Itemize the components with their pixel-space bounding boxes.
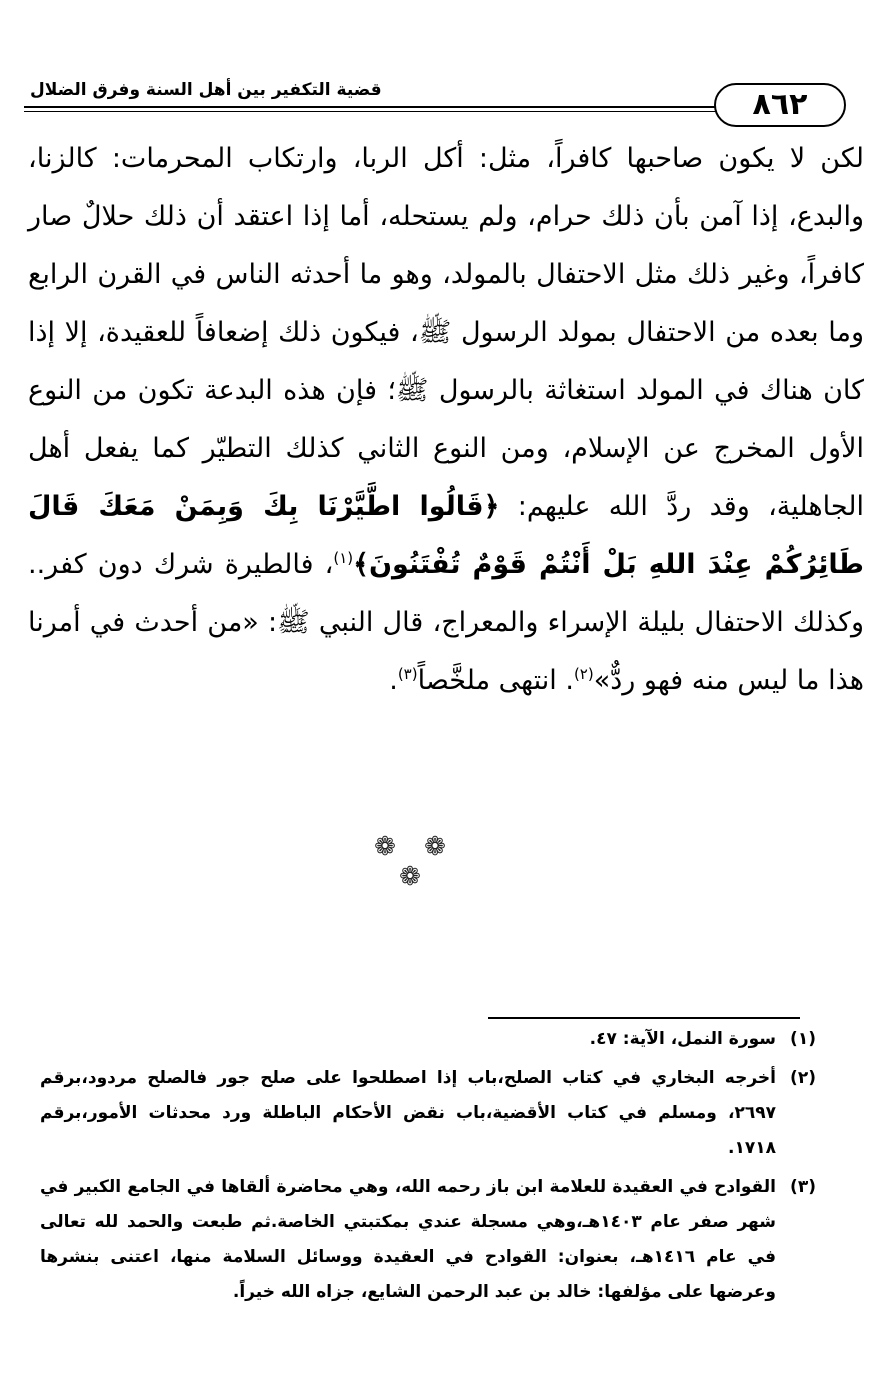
header-rule	[24, 106, 724, 108]
footnotes	[40, 1022, 816, 1314]
footnote-number: (٣)	[790, 1177, 816, 1197]
footnote-text: القوادح في العقيدة للعلامة ابن باز رحمه الله، وهي محاضرة ألقاها في الجامع الكبير في شهر صفر عام ١٤٠٣هـ،وهي مسجلة عندي بمكتبتي الخاصة.ثم طبعت والحمد لله تعالى في عام ١٤١٦هـ، بعنوان: القوادح في العقيدة ووسائل السلامة منها، اعتنى بنشرها وعرضها على مؤلفها: خالد بن عبد الرحمن الشايع، جزاه الله خيراً.	[40, 1177, 776, 1302]
section-ornament: ❁ ❁ ❁	[374, 832, 456, 892]
footnote-text: أخرجه البخاري في كتاب الصلح،باب إذا اصطلحوا على صلح جور فالصلح مردود،برقم ٢٦٩٧، ومسلم في كتاب الأقضية،باب نقض الأحكام الباطلة ورد محدثات الأمور،برقم ١٧١٨.	[40, 1068, 776, 1158]
paragraph-part-2: ، فالطيرة شرك دون كفر.. وكذلك الاحتفال بليلة الإسراء والمعراج، قال النبي ﷺ: «من أحدث في أمرنا هذا ما ليس منه فهو ردٌّ»	[28, 549, 864, 696]
paragraph-part-3: . انتهى ملخَّصاً	[417, 665, 574, 696]
running-title: قضية التكفير بين أهل السنة وفرق الضلال	[30, 80, 382, 100]
footnote-ref-3: (٣)	[397, 665, 418, 683]
page-number: ٨٦٢	[714, 83, 846, 127]
header-rule-thin	[24, 111, 724, 112]
page-header	[24, 66, 866, 134]
footnote-separator	[488, 1017, 800, 1019]
footnote-ref-1: (١)	[333, 549, 354, 567]
footnote-text: سورة النمل، الآية: ٤٧.	[589, 1029, 776, 1049]
main-text	[28, 130, 864, 710]
paragraph-end: .	[389, 665, 398, 696]
footnote-1	[40, 1022, 816, 1057]
footnote-number: (٢)	[790, 1068, 816, 1088]
main-paragraph	[28, 130, 864, 710]
footnote-ref-2: (٢)	[573, 665, 594, 683]
footnote-2	[40, 1061, 816, 1166]
footnote-number: (١)	[790, 1029, 816, 1049]
paragraph-part-1: لكن لا يكون صاحبها كافراً، مثل: أكل الربا، وارتكاب المحرمات: كالزنا، والبدع، إذا آمن بأن ذلك حرام، ولم يستحله، أما إذا اعتقد أن ذلك حلالٌ صار كافراً، وغير ذلك مثل الاحتفال بالمولد، وهو ما أحدثه الناس في القرن الرابع وما بعده من الاحتفال بمولد الرسول ﷺ، فيكون ذلك إضعافاً للعقيدة، إلا إذا كان هناك في المولد استغاثة بالرسول ﷺ؛ فإن هذه البدعة تكون من النوع الأول المخرج عن الإسلام، ومن النوع الثاني كذلك التطيّر كما يفعل أهل الجاهلية، وقد ردَّ الله عليهم:	[28, 143, 864, 522]
quran-verse: ﴿قَالُوا اطَّيَّرْنَا بِكَ وَبِمَنْ مَعَكَ قَالَ طَائِرُكُمْ عِنْدَ اللهِ بَلْ أَنْتُمْ قَوْمٌ تُفْتَنُونَ﴾	[28, 491, 864, 580]
footnote-3	[40, 1170, 816, 1310]
